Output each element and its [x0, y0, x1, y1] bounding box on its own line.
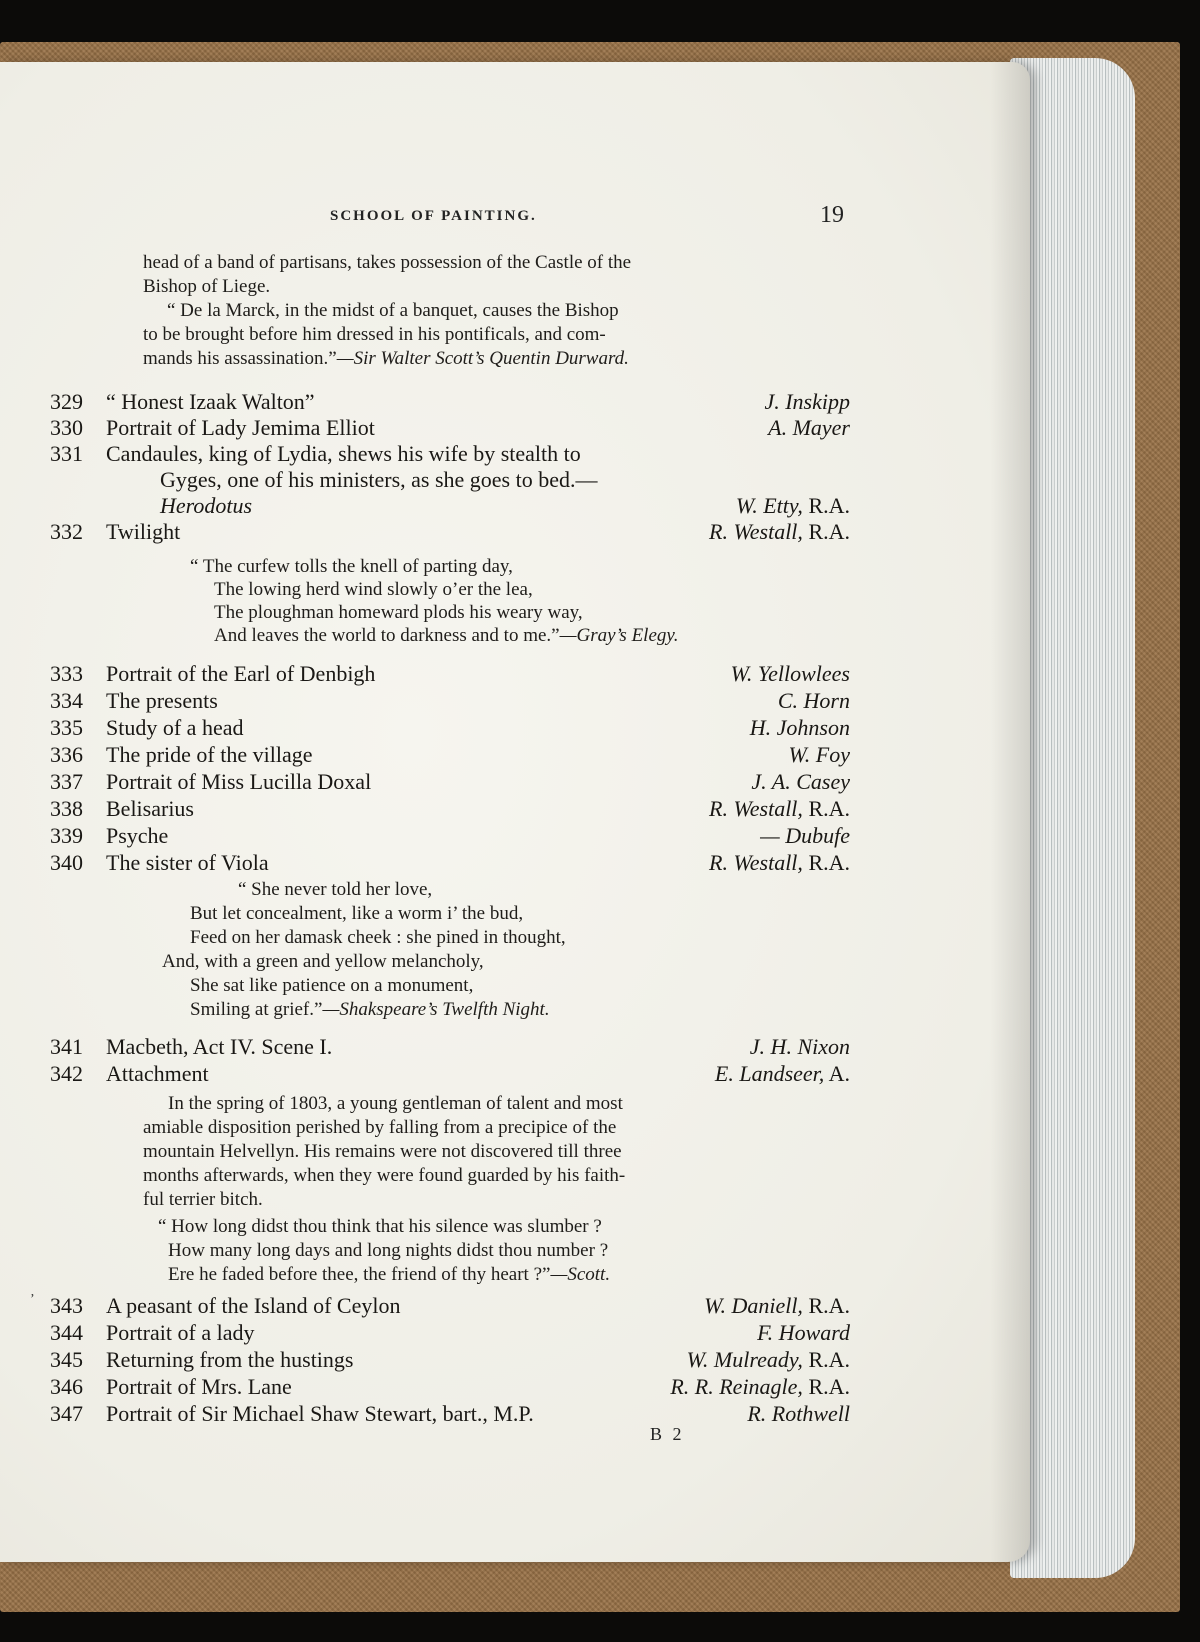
entry-title: Portrait of Mrs. Lane	[106, 1374, 292, 1399]
page-number: 19	[820, 202, 844, 228]
note-line: In the spring of 1803, a young gentleman of talent and most	[168, 1093, 623, 1114]
entry-title: Portrait of Sir Michael Shaw Stewart, bart., M.P.	[106, 1401, 534, 1426]
catalogue-entry	[50, 1373, 850, 1401]
entry-artist: F. Howard	[757, 1320, 850, 1345]
catalogue-entry	[50, 518, 850, 546]
quote-line: “ She never told her love,	[238, 879, 433, 900]
entry-artist: J. H. Nixon	[749, 1034, 850, 1059]
catalogue-entry	[50, 440, 850, 468]
intro-attribution: —Sir Walter Scott’s Quentin Durward.	[336, 348, 629, 369]
margin-mark: ’	[30, 1292, 35, 1307]
entry-title: Study of a head	[106, 715, 244, 740]
catalogue-entry	[50, 795, 850, 823]
entry-title: “ Honest Izaak Walton”	[106, 389, 315, 414]
entry-number: 339	[50, 823, 83, 848]
entry-continuation: Gyges, one of his ministers, as she goes to bed.—	[160, 467, 598, 492]
entry-title: The sister of Viola	[106, 850, 269, 875]
intro-text: mands his assassination.”	[143, 348, 337, 369]
signature-mark: B 2	[650, 1424, 685, 1444]
entry-number: 329	[50, 389, 83, 414]
quote-line: “ The curfew tolls the knell of parting day,	[190, 556, 513, 577]
entry-number: 345	[50, 1347, 83, 1372]
entry-title: Portrait of a lady	[106, 1320, 255, 1345]
entry-number: 331	[50, 441, 83, 466]
catalogue-entry	[50, 687, 850, 715]
entry-title: Twilight	[106, 519, 181, 544]
entry-artist: E. Landseer, A.	[714, 1061, 850, 1086]
entry-number: 332	[50, 519, 83, 544]
quote-line-last: And leaves the world to darkness and to me.”—Gray’s Elegy.	[214, 625, 679, 646]
entry-artist: R. Rothwell	[747, 1401, 850, 1426]
entry-number: 337	[50, 769, 83, 794]
entry-title: The presents	[106, 688, 218, 713]
entry-number: 342	[50, 1061, 83, 1086]
entry-number: 346	[50, 1374, 83, 1399]
note-line: months afterwards, when they were found guarded by his faith-	[143, 1165, 626, 1186]
catalogue-entry	[50, 388, 850, 416]
entry-artist: J. Inskipp	[764, 389, 850, 414]
entry-artist: R. Westall, R.A.	[709, 796, 850, 821]
entry-artist: R. Westall, R.A.	[709, 519, 850, 544]
catalogue-entry	[50, 849, 850, 877]
entry-artist: A. Mayer	[768, 415, 850, 440]
catalogue-entry	[50, 1319, 850, 1347]
entry-title: Returning from the hustings	[106, 1347, 354, 1372]
intro-line-last	[143, 347, 629, 371]
entry-number: 344	[50, 1320, 83, 1345]
entry-number: 336	[50, 742, 83, 767]
catalogue-entry	[50, 1346, 850, 1374]
entry-title: Belisarius	[106, 796, 194, 821]
entry-artist: J. A. Casey	[751, 769, 850, 794]
intro-line: Bishop of Liege.	[143, 276, 271, 297]
catalogue-entry	[50, 1033, 850, 1061]
intro-line: to be brought before him dressed in his pontificals, and com-	[143, 324, 606, 345]
entry-artist: W. Yellowlees	[730, 661, 850, 686]
catalogue-entry	[50, 714, 850, 742]
quote-line: The ploughman homeward plods his weary way,	[214, 602, 583, 623]
quote-attribution: —Scott.	[550, 1264, 611, 1285]
quote-line-last: Ere he faded before thee, the friend of thy heart ?”—Scott.	[168, 1264, 611, 1285]
entry-artist: C. Horn	[777, 688, 850, 713]
entry-number: 340	[50, 850, 83, 875]
entry-number: 343	[50, 1293, 83, 1318]
entry-source-line	[50, 492, 850, 520]
entry-title: The pride of the village	[106, 742, 313, 767]
intro-line: head of a band of partisans, takes possession of the Castle of the	[143, 252, 632, 273]
quote-line-last: Smiling at grief.”—Shakspeare’s Twelfth Night.	[190, 999, 550, 1020]
quote-line: How many long days and long nights didst thou number ?	[168, 1240, 609, 1261]
entry-artist: W. Mulready, R.A.	[686, 1347, 850, 1372]
entry-artist: R. Westall, R.A.	[709, 850, 850, 875]
entry-number: 347	[50, 1401, 83, 1426]
entry-number: 334	[50, 688, 83, 713]
catalogue-entry	[50, 822, 850, 850]
entry-title: Portrait of Lady Jemima Elliot	[106, 415, 375, 440]
catalogue-entry	[50, 1292, 850, 1320]
catalogue-entry	[50, 414, 850, 442]
catalogue-entry	[50, 1400, 850, 1428]
quote-line: She sat like patience on a monument,	[190, 975, 474, 996]
note-line: ful terrier bitch.	[143, 1189, 263, 1210]
quote-attribution: —Shakspeare’s Twelfth Night.	[322, 999, 550, 1020]
entry-number: 335	[50, 715, 83, 740]
entry-artist: W. Etty, R.A.	[735, 493, 850, 518]
entry-title: Psyche	[106, 823, 169, 848]
running-title: SCHOOL OF PAINTING.	[330, 208, 537, 224]
entry-number: 330	[50, 415, 83, 440]
note-line: mountain Helvellyn. His remains were not discovered till three	[143, 1141, 622, 1162]
entry-number: 333	[50, 661, 83, 686]
catalogue-entry	[50, 768, 850, 796]
entry-title: Attachment	[106, 1061, 209, 1086]
entry-artist: R. R. Reinagle, R.A.	[670, 1374, 850, 1399]
quote-line: But let concealment, like a worm i’ the bud,	[190, 903, 524, 924]
entry-number: 338	[50, 796, 83, 821]
entry-title: Portrait of Miss Lucilla Doxal	[106, 769, 372, 794]
note-line: amiable disposition perished by falling from a precipice of the	[143, 1117, 617, 1138]
quote-attribution: —Gray’s Elegy.	[559, 625, 679, 646]
entry-artist: H. Johnson	[749, 715, 850, 740]
quote-line: The lowing herd wind slowly o’er the lea,	[214, 579, 533, 600]
entry-title: Portrait of the Earl of Denbigh	[106, 661, 376, 686]
quote-line: Feed on her damask cheek : she pined in thought,	[190, 927, 566, 948]
entry-source: Herodotus	[160, 493, 253, 518]
entry-title: Candaules, king of Lydia, shews his wife by stealth to	[106, 441, 581, 466]
catalogue-entry	[50, 660, 850, 688]
catalogue-entry	[50, 1060, 850, 1088]
entry-title: A peasant of the Island of Ceylon	[106, 1293, 401, 1318]
entry-artist: — Dubufe	[760, 823, 850, 848]
entry-artist: W. Foy	[788, 742, 850, 767]
catalogue-entry	[50, 741, 850, 769]
entry-number: 341	[50, 1034, 83, 1059]
quote-line: And, with a green and yellow melancholy,	[162, 951, 484, 972]
intro-line: “ De la Marck, in the midst of a banquet, causes the Bishop	[167, 300, 619, 321]
entry-artist: W. Daniell, R.A.	[704, 1293, 850, 1318]
entry-title: Macbeth, Act IV. Scene I.	[106, 1034, 333, 1059]
quote-line: “ How long didst thou think that his silence was slumber ?	[158, 1216, 602, 1237]
